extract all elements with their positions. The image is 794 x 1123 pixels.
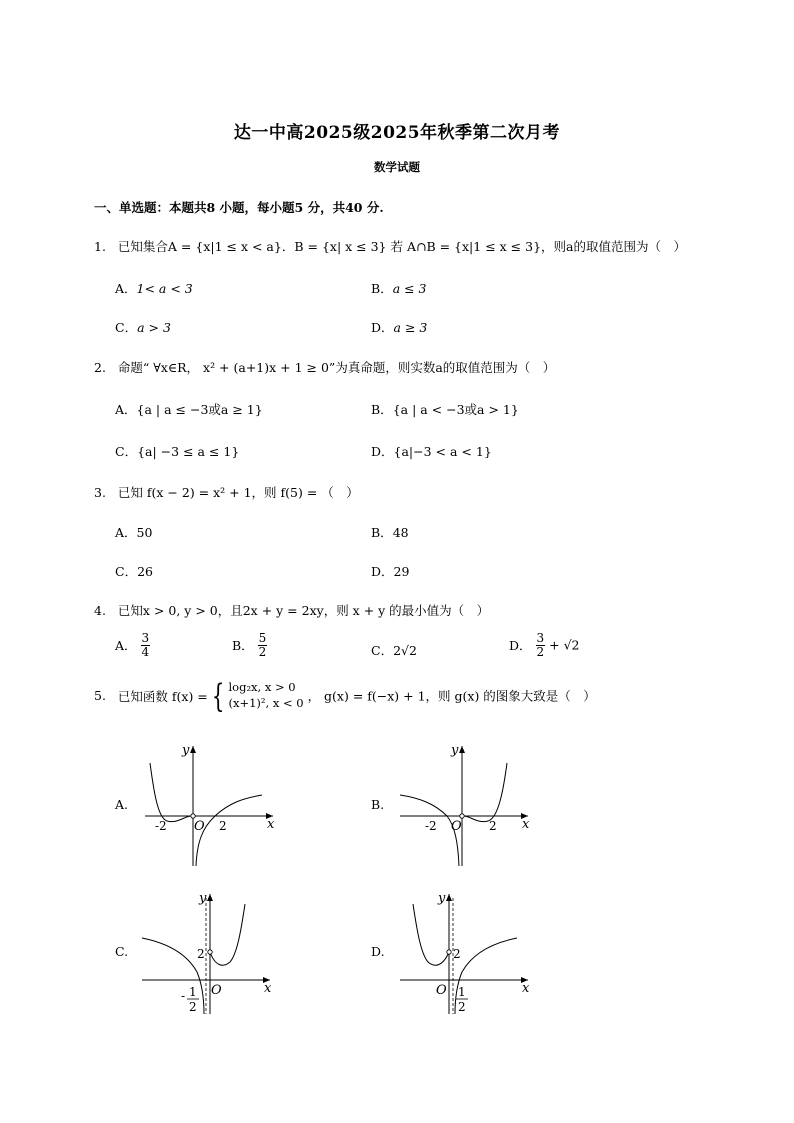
curve-left: [150, 763, 191, 822]
brace: {: [211, 676, 225, 715]
question-number: 5.: [94, 688, 106, 704]
section-heading: 一、单选题：本题共8 小题，每小题5 分，共40 分.: [94, 200, 384, 215]
tick-2: 2: [219, 819, 227, 833]
x-label: x: [267, 817, 275, 832]
open-point: [460, 814, 464, 818]
frac-num: 1: [189, 985, 197, 999]
graph-label-a[interactable]: A.: [115, 797, 129, 812]
curve-right: [196, 795, 262, 866]
origin-label: O: [211, 983, 222, 998]
y-label: y: [451, 743, 459, 758]
option-c[interactable]: C．{a| −3 ≤ a ≤ 1}: [115, 444, 240, 459]
x-label: x: [522, 981, 530, 996]
tick-neg-2: -2: [155, 819, 167, 833]
question-number: 1.: [94, 239, 106, 254]
question-5: [94, 676, 596, 715]
option-b[interactable]: B．48: [371, 525, 409, 540]
graph-b[interactable]: [395, 738, 535, 868]
question-stem: 已知 f(x − 2) = x² + 1，则 f(5) = （ ）: [117, 485, 359, 500]
option-d[interactable]: D．a ≥ 3: [371, 320, 428, 335]
graph-label-b[interactable]: B.: [371, 797, 385, 812]
question-number: 4.: [94, 603, 106, 618]
question-number: 3.: [94, 485, 106, 500]
tick-neg-2: -2: [425, 819, 437, 833]
y-axis-arrow: [190, 746, 196, 753]
curve-left: [413, 904, 449, 965]
y-label: y: [199, 891, 207, 906]
frac-num: 1: [458, 985, 466, 999]
option-c[interactable]: C．2√2: [371, 643, 417, 658]
piecewise-cases: log₂x, x > 0 (x+1)², x < 0: [228, 680, 304, 710]
open-point: [208, 950, 212, 954]
option-b[interactable]: B．{a | a < −3或a > 1}: [371, 402, 519, 417]
graph-label-d[interactable]: D.: [371, 944, 385, 959]
tick-2: 2: [453, 947, 461, 961]
y-axis-arrow: [446, 894, 452, 901]
graph-c[interactable]: [137, 886, 277, 1018]
option-d[interactable]: D．29: [371, 564, 410, 579]
option-a[interactable]: A． $\frac{3}{4}$: [115, 631, 150, 659]
question-stem-prefix: 已知函数 f(x) =: [117, 688, 208, 704]
y-axis-arrow: [459, 746, 465, 753]
question-3: [94, 483, 359, 501]
exam-title: 达一中高2025级2025年秋季第二次月考: [233, 123, 561, 143]
origin-label: O: [451, 819, 462, 834]
question-number: 2.: [94, 360, 106, 375]
curve-right: [210, 904, 245, 965]
question-stem: 命题“ ∀x∈R， x² + (a+1)x + 1 ≥ 0”为真命题，则实数a的取值范围为（ ）: [117, 360, 556, 375]
graph-label-c[interactable]: C.: [115, 944, 129, 959]
fraction: $\frac{3}{4}$: [141, 631, 150, 659]
origin-label: O: [436, 983, 447, 998]
y-label: y: [182, 743, 190, 758]
option-d[interactable]: D．{a|−3 < a < 1}: [371, 444, 492, 459]
question-2: [94, 358, 555, 376]
question-stem-suffix: ， g(x) = f(−x) + 1，则 g(x) 的图象大致是（ ）: [307, 688, 596, 704]
option-a[interactable]: A．1< a < 3: [115, 281, 193, 296]
option-b[interactable]: B． $\frac{5}{2}$: [232, 631, 267, 659]
fraction: $\frac{5}{2}$: [258, 631, 267, 659]
option-a[interactable]: A．{a | a ≤ −3或a ≥ 1}: [115, 402, 263, 417]
tick-2: 2: [489, 819, 497, 833]
question-stem: 已知集合A = {x|1 ≤ x < a}．B = {x| x ≤ 3} 若 A∩B = {x|1 ≤ x ≤ 3}，则a的取值范围为（ ）: [117, 239, 686, 254]
option-a[interactable]: A．50: [115, 525, 153, 540]
option-c[interactable]: C．a > 3: [115, 320, 171, 335]
frac-den: 2: [458, 1000, 466, 1014]
fraction: $\frac{3}{2}$: [536, 631, 545, 659]
graph-d[interactable]: [395, 886, 535, 1018]
x-label: x: [264, 981, 272, 996]
y-axis-arrow: [207, 894, 213, 901]
x-label: x: [522, 817, 530, 832]
option-d[interactable]: D． $\frac{3}{2}$ + √2: [509, 631, 580, 659]
option-b[interactable]: B．a ≤ 3: [371, 281, 427, 296]
open-point: [191, 814, 195, 818]
graph-a[interactable]: [140, 738, 280, 868]
question-4: [94, 601, 489, 619]
frac-den: 2: [189, 1000, 197, 1014]
question-1: [94, 237, 686, 255]
minus-sign: -: [181, 989, 186, 1003]
question-stem: 已知x > 0, y > 0，且2x + y = 2xy，则 x + y 的最小值为（ ）: [117, 603, 490, 618]
tick-2: 2: [197, 947, 205, 961]
y-label: y: [438, 891, 446, 906]
curve-right: [464, 763, 507, 822]
open-point: [447, 950, 451, 954]
origin-label: O: [194, 819, 205, 834]
exam-subtitle: 数学试题: [374, 160, 420, 174]
option-c[interactable]: C．26: [115, 564, 153, 579]
